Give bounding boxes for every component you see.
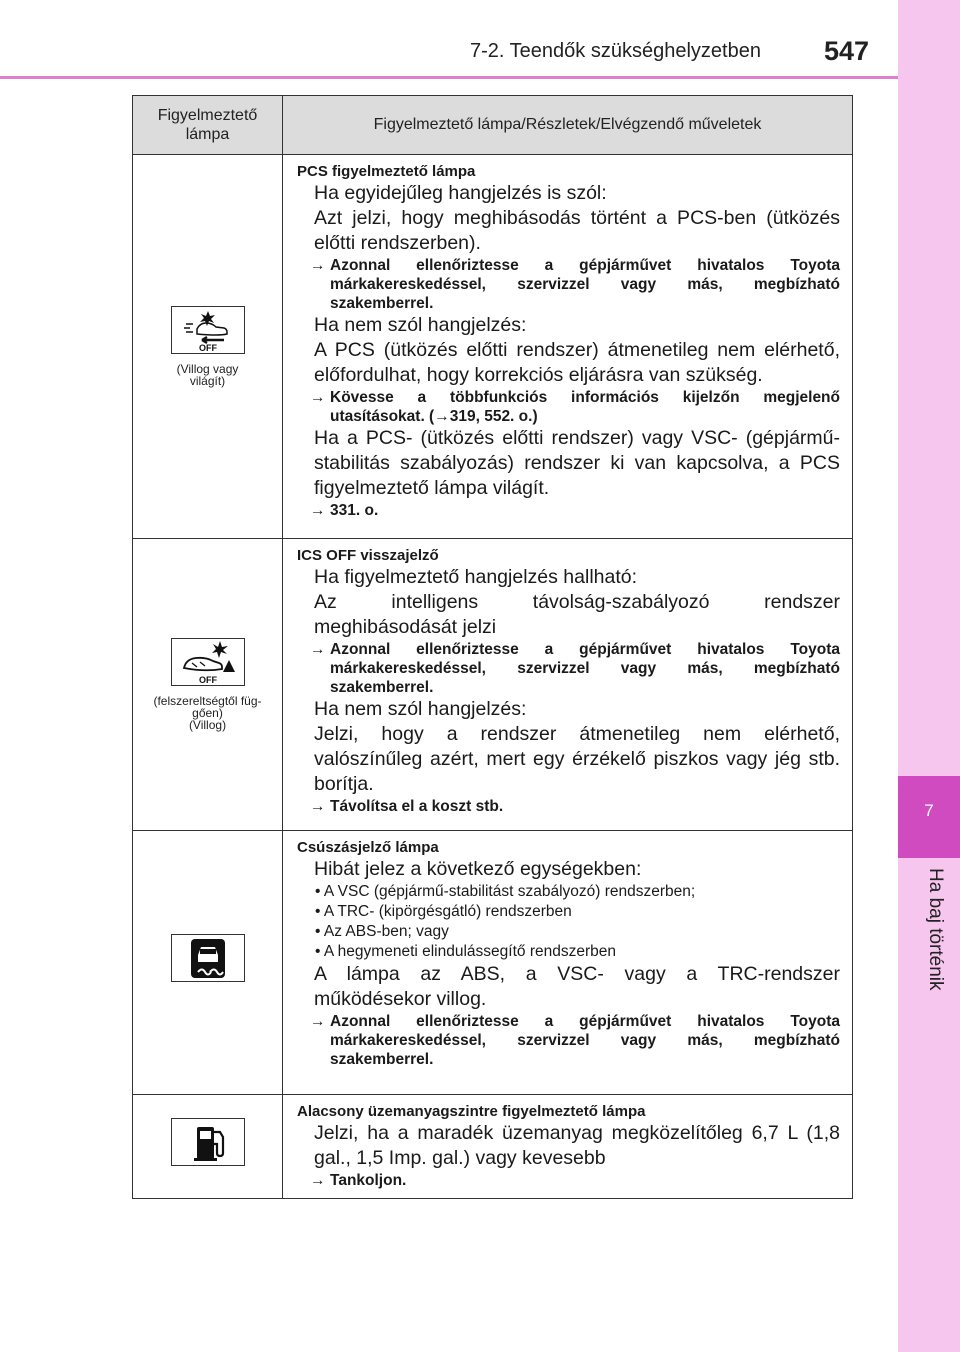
action-text: Távolítsa el a koszt stb.	[330, 798, 504, 815]
chapter-side-strip	[898, 0, 960, 1352]
body-text: A PCS (ütközés előtti rendszer) átmenetileg nem elérhető, előfordulhat, hogy korrekciós eljárásra van szükség.	[314, 339, 840, 386]
bullet-icon: •	[315, 943, 324, 960]
column-header-details: Figyelmeztető lámpa/Részletek/Elvégzendő műveletek	[283, 96, 853, 155]
lamp-icon-cell	[133, 831, 283, 1095]
bullet-text: A TRC- (kipörgésgátló) rendszerben	[323, 903, 572, 920]
body-text: Azt jelzi, hogy meghibásodás történt a PCS-ben (ütközés előtti rendszerben).	[314, 207, 840, 254]
table-row	[133, 155, 853, 539]
body-text: Ha egyidejűleg hangjelzés is szól:	[314, 182, 607, 204]
arrow-icon: →	[310, 257, 326, 274]
action-instruction	[297, 640, 840, 697]
body-text: Ha figyelmeztető hangjelzés hallható:	[314, 566, 638, 588]
action-instruction	[297, 1012, 840, 1069]
page-number: 547	[824, 36, 870, 66]
lamp-title: Csúszásjelző lámpa	[297, 839, 439, 856]
body-text: Az intelligens távolság-szabályozó rendszer meghibásodását jelzi	[314, 591, 840, 638]
lamp-title: PCS figyelmeztető lámpa	[297, 163, 476, 180]
icon-caption: (felszereltségtől füg-	[153, 694, 262, 708]
lamp-details-cell	[283, 831, 853, 1095]
icon-caption: (Villog vagy	[176, 362, 239, 376]
column-header-lamp: Figyelmeztető lámpa	[133, 96, 283, 155]
chapter-number-tab[interactable]: 7	[898, 776, 960, 858]
bullet-item	[297, 902, 840, 922]
body-text: Jelzi, ha a maradék üzemanyag megközelítőleg 6,7 L (1,8 gal., 1,5 Imp. gal.) vagy kevesebb	[314, 1122, 840, 1169]
icon-caption: világít)	[189, 374, 226, 388]
bullet-text: Az ABS-ben; vagy	[323, 923, 449, 940]
bullet-icon: •	[315, 923, 324, 940]
bullet-item	[297, 882, 840, 902]
arrow-icon: →	[310, 641, 326, 658]
lamp-details-cell	[283, 539, 853, 831]
arrow-icon: →	[310, 1172, 326, 1189]
arrow-icon: →	[310, 1013, 326, 1030]
body-text: Ha nem szól hangjelzés:	[314, 698, 527, 720]
action-text: 331. o.	[330, 502, 379, 519]
action-instruction	[297, 256, 840, 313]
header-rule	[0, 76, 898, 79]
lamp-icon-cell	[133, 539, 283, 831]
action-text: Tankoljon.	[330, 1172, 407, 1189]
body-text: Ha a PCS- (ütközés előtti rendszer) vagy VSC- (gépjármű-stabilitás szabályozás) rendszer ki van kapcsolva, a PCS figyelmeztető lámpa világít.	[314, 427, 840, 499]
action-text: Azonnal ellenőriztesse a gépjárművet hivatalos Toyota márkakereskedéssel, szervizzel vagy más, megbízható szakemberrel.	[330, 1013, 840, 1068]
body-text: Hibát jelez a következő egységekben:	[314, 858, 642, 880]
chapter-title-vertical: Ha baj történik	[925, 868, 946, 991]
body-text: Jelzi, hogy a rendszer átmenetileg nem elérhető, valószínűleg azért, mert egy érzékelő piszkos vagy jég stb. borítja.	[314, 723, 840, 795]
lamp-title: ICS OFF visszajelző	[297, 547, 439, 564]
lamp-details-cell	[283, 1095, 853, 1199]
arrow-icon: →	[310, 798, 326, 815]
svg-text:OFF: OFF	[198, 343, 217, 353]
section-title: 7-2. Teendők szükséghelyzetben	[470, 40, 761, 62]
action-instruction	[297, 797, 840, 816]
bullet-item	[297, 922, 840, 942]
body-text: A lámpa az ABS, a VSC- vagy a TRC-rendszer működésekor villog.	[314, 963, 840, 1010]
body-text: Ha nem szól hangjelzés:	[314, 314, 527, 336]
lamp-title: Alacsony üzemanyagszintre figyelmeztető lámpa	[297, 1103, 646, 1120]
action-instruction	[297, 501, 840, 520]
action-text: Azonnal ellenőriztesse a gépjárművet hivatalos Toyota márkakereskedéssel, szervizzel vagy más, megbízható szakemberrel.	[330, 641, 840, 696]
table-row	[133, 1095, 853, 1199]
bullet-item	[297, 942, 840, 962]
arrow-icon: →	[310, 389, 326, 406]
lamp-icon-cell	[133, 155, 283, 539]
svg-text:OFF: OFF	[198, 675, 217, 685]
warning-lamp-table	[132, 95, 853, 1199]
bullet-text: A VSC (gépjármű-stabilitást szabályozó) rendszerben;	[323, 883, 696, 900]
action-text: Kövesse a többfunkciós információs kijelzőn megjelenő utasításokat. (→319, 552. o.)	[330, 389, 840, 425]
slip-indicator-icon	[171, 934, 245, 982]
table-row	[133, 831, 853, 1095]
bullet-text: A hegymeneti elindulássegítő rendszerben	[323, 943, 616, 960]
action-text: Azonnal ellenőriztesse a gépjárművet hivatalos Toyota márkakereskedéssel, szervizzel vagy más, megbízható szakemberrel.	[330, 257, 840, 312]
action-instruction	[297, 1171, 840, 1190]
icon-caption: (Villog)	[188, 718, 227, 732]
lamp-details-cell	[283, 155, 853, 539]
arrow-icon: →	[310, 502, 326, 519]
lamp-icon-cell	[133, 1095, 283, 1199]
icon-caption: gően)	[192, 706, 223, 720]
table-row	[133, 539, 853, 831]
bullet-icon: •	[315, 903, 324, 920]
fuel-pump-icon	[171, 1118, 245, 1166]
action-instruction	[297, 388, 840, 426]
ics-off-icon	[171, 638, 245, 686]
pcs-warning-icon	[171, 306, 245, 354]
bullet-icon: •	[315, 883, 324, 900]
